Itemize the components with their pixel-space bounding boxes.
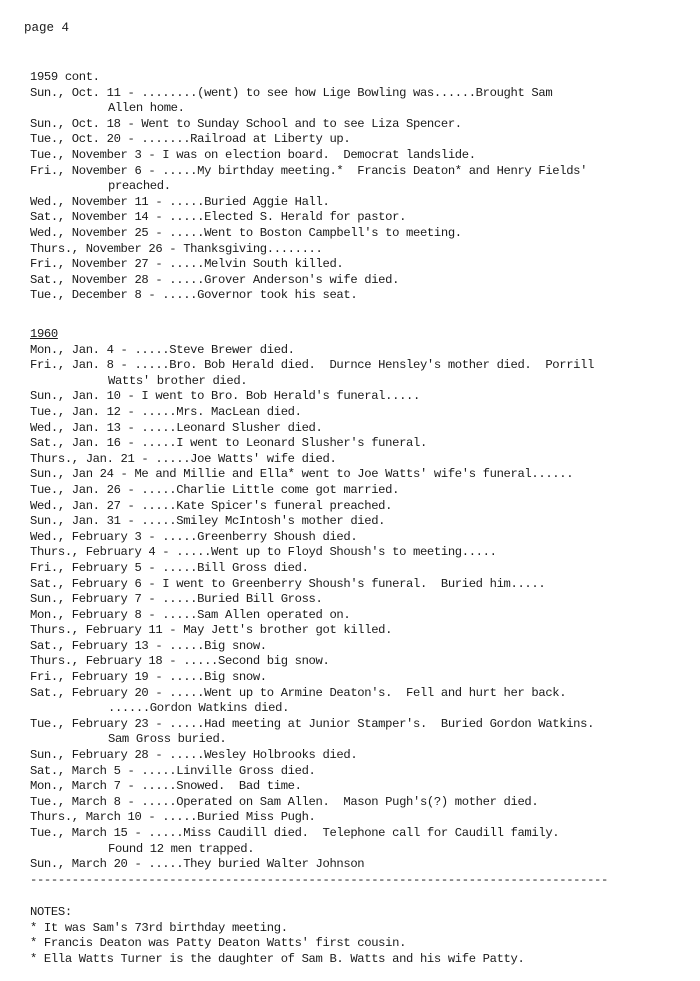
diary-entry: Tue., March 8 - .....Operated on Sam Allen. Mason Pugh's(?) mother died.: [30, 794, 539, 809]
diary-entry: Wed., Jan. 13 - .....Leonard Slusher died.: [30, 420, 323, 435]
diary-entry: Tue., Oct. 20 - .......Railroad at Liberty up.: [30, 132, 351, 147]
diary-entry: Thurs., November 26 - Thanksgiving........: [30, 241, 323, 256]
section-1960: [30, 327, 690, 888]
diary-entry: Sat., Jan. 16 - .....I went to Leonard Slusher's funeral.: [30, 436, 427, 451]
diary-entry: Thurs., March 10 - .....Buried Miss Pugh.: [30, 810, 316, 825]
diary-entry: Wed., November 11 - .....Buried Aggie Hall.: [30, 194, 330, 209]
diary-entry: Tue., Jan. 26 - .....Charlie Little come got married.: [30, 482, 400, 497]
diary-entry: Sun., Jan. 10 - I went to Bro. Bob Herald's funeral.....: [30, 389, 420, 404]
diary-entry: Sun., March 20 - .....They buried Walter Johnson: [30, 857, 365, 872]
diary-entry: Fri., November 27 - .....Melvin South killed.: [30, 257, 344, 272]
diary-entry: Sat., February 20 - .....Went up to Armine Deaton's. Fell and hurt her back.: [30, 685, 567, 700]
diary-entry-continuation: Sam Gross buried.: [108, 732, 227, 747]
diary-entry: Wed., Jan. 27 - .....Kate Spicer's funeral preached.: [30, 498, 393, 513]
diary-entry: Sun., Oct. 11 - ........(went) to see how Lige Bowling was......Brought Sam: [30, 85, 553, 100]
diary-entry: Tue., March 15 - .....Miss Caudill died. Telephone call for Caudill family.: [30, 826, 560, 840]
section-heading: 1959 cont.: [30, 70, 100, 84]
diary-entry: Sun., Oct. 18 - Went to Sunday School and to see Liza Spencer.: [30, 116, 462, 131]
diary-entry: Sat., February 6 - I went to Greenberry Shoush's funeral. Buried him.....: [30, 576, 546, 591]
diary-entry: Tue., December 8 - .....Governor took his seat.: [30, 288, 358, 303]
diary-entry: Tue., February 23 - .....Had meeting at Junior Stamper's. Buried Gordon Watkins.: [30, 716, 595, 731]
diary-entry-continuation: Allen home.: [108, 101, 185, 116]
diary-entry: Thurs., February 11 - May Jett's brother got killed.: [30, 623, 393, 638]
diary-entry: Sun., February 28 - .....Wesley Holbrooks died.: [30, 748, 358, 763]
diary-entry: Tue., November 3 - I was on election board. Democrat landslide.: [30, 147, 476, 162]
diary-entry: Thurs., Jan. 21 - .....Joe Watts' wife died.: [30, 451, 337, 466]
diary-entry: Mon., Jan. 4 - .....Steve Brewer died.: [30, 342, 295, 357]
diary-entry: Mon., March 7 - .....Snowed. Bad time.: [30, 779, 302, 794]
diary-entry-continuation: ......Gordon Watkins died.: [108, 701, 290, 716]
page-number: page 4: [24, 21, 70, 35]
diary-entry-continuation: Found 12 men trapped.: [108, 841, 255, 856]
diary-entry: Sat., March 5 - .....Linville Gross died.: [30, 763, 316, 778]
diary-entry: Sat., February 13 - .....Big snow.: [30, 638, 267, 653]
diary-entry: Fri., February 5 - .....Bill Gross died.: [30, 560, 309, 575]
diary-entry: Thurs., February 4 - .....Went up to Floyd Shoush's to meeting.....: [30, 545, 497, 560]
diary-entry-continuation: preached.: [108, 179, 171, 194]
section-1959: [30, 70, 690, 304]
diary-entry: Wed., November 25 - .....Went to Boston Campbell's to meeting.: [30, 225, 462, 240]
notes-heading: NOTES:: [30, 905, 72, 919]
section-heading: 1960: [30, 327, 58, 341]
diary-entry: Fri., November 6 - .....My birthday meeting.* Francis Deaton* and Henry Fields': [30, 163, 588, 178]
note-item: * It was Sam's 73rd birthday meeting.: [30, 920, 288, 935]
notes-section: [30, 905, 690, 967]
diary-entry: Wed., February 3 - .....Greenberry Shoush died.: [30, 529, 358, 544]
diary-entry: Sun., February 7 - .....Buried Bill Gross.: [30, 592, 323, 607]
diary-entry: Mon., February 8 - .....Sam Allen operated on.: [30, 607, 351, 622]
note-item: * Francis Deaton was Patty Deaton Watts' first cousin.: [30, 936, 407, 951]
divider-line: -----------------------------------------------------------------------------------: [30, 872, 608, 887]
diary-entry: Sat., November 14 - .....Elected S. Herald for pastor.: [30, 210, 407, 225]
diary-entry: Fri., February 19 - .....Big snow.: [30, 670, 267, 685]
diary-entry: Sat., November 28 - .....Grover Anderson's wife died.: [30, 272, 400, 287]
diary-entry: Sun., Jan. 31 - .....Smiley McIntosh's mother died.: [30, 514, 386, 529]
note-item: * Ella Watts Turner is the daughter of Sam B. Watts and his wife Patty.: [30, 951, 525, 966]
diary-entry: Tue., Jan. 12 - .....Mrs. MacLean died.: [30, 404, 302, 419]
diary-entry-continuation: Watts' brother died.: [108, 373, 248, 388]
diary-entry: Fri., Jan. 8 - .....Bro. Bob Herald died. Durnce Hensley's mother died. Porrill: [30, 358, 595, 373]
diary-entry: Sun., Jan 24 - Me and Millie and Ella* went to Joe Watts' wife's funeral......: [30, 467, 574, 482]
diary-entry: Thurs., February 18 - .....Second big snow.: [30, 654, 330, 669]
